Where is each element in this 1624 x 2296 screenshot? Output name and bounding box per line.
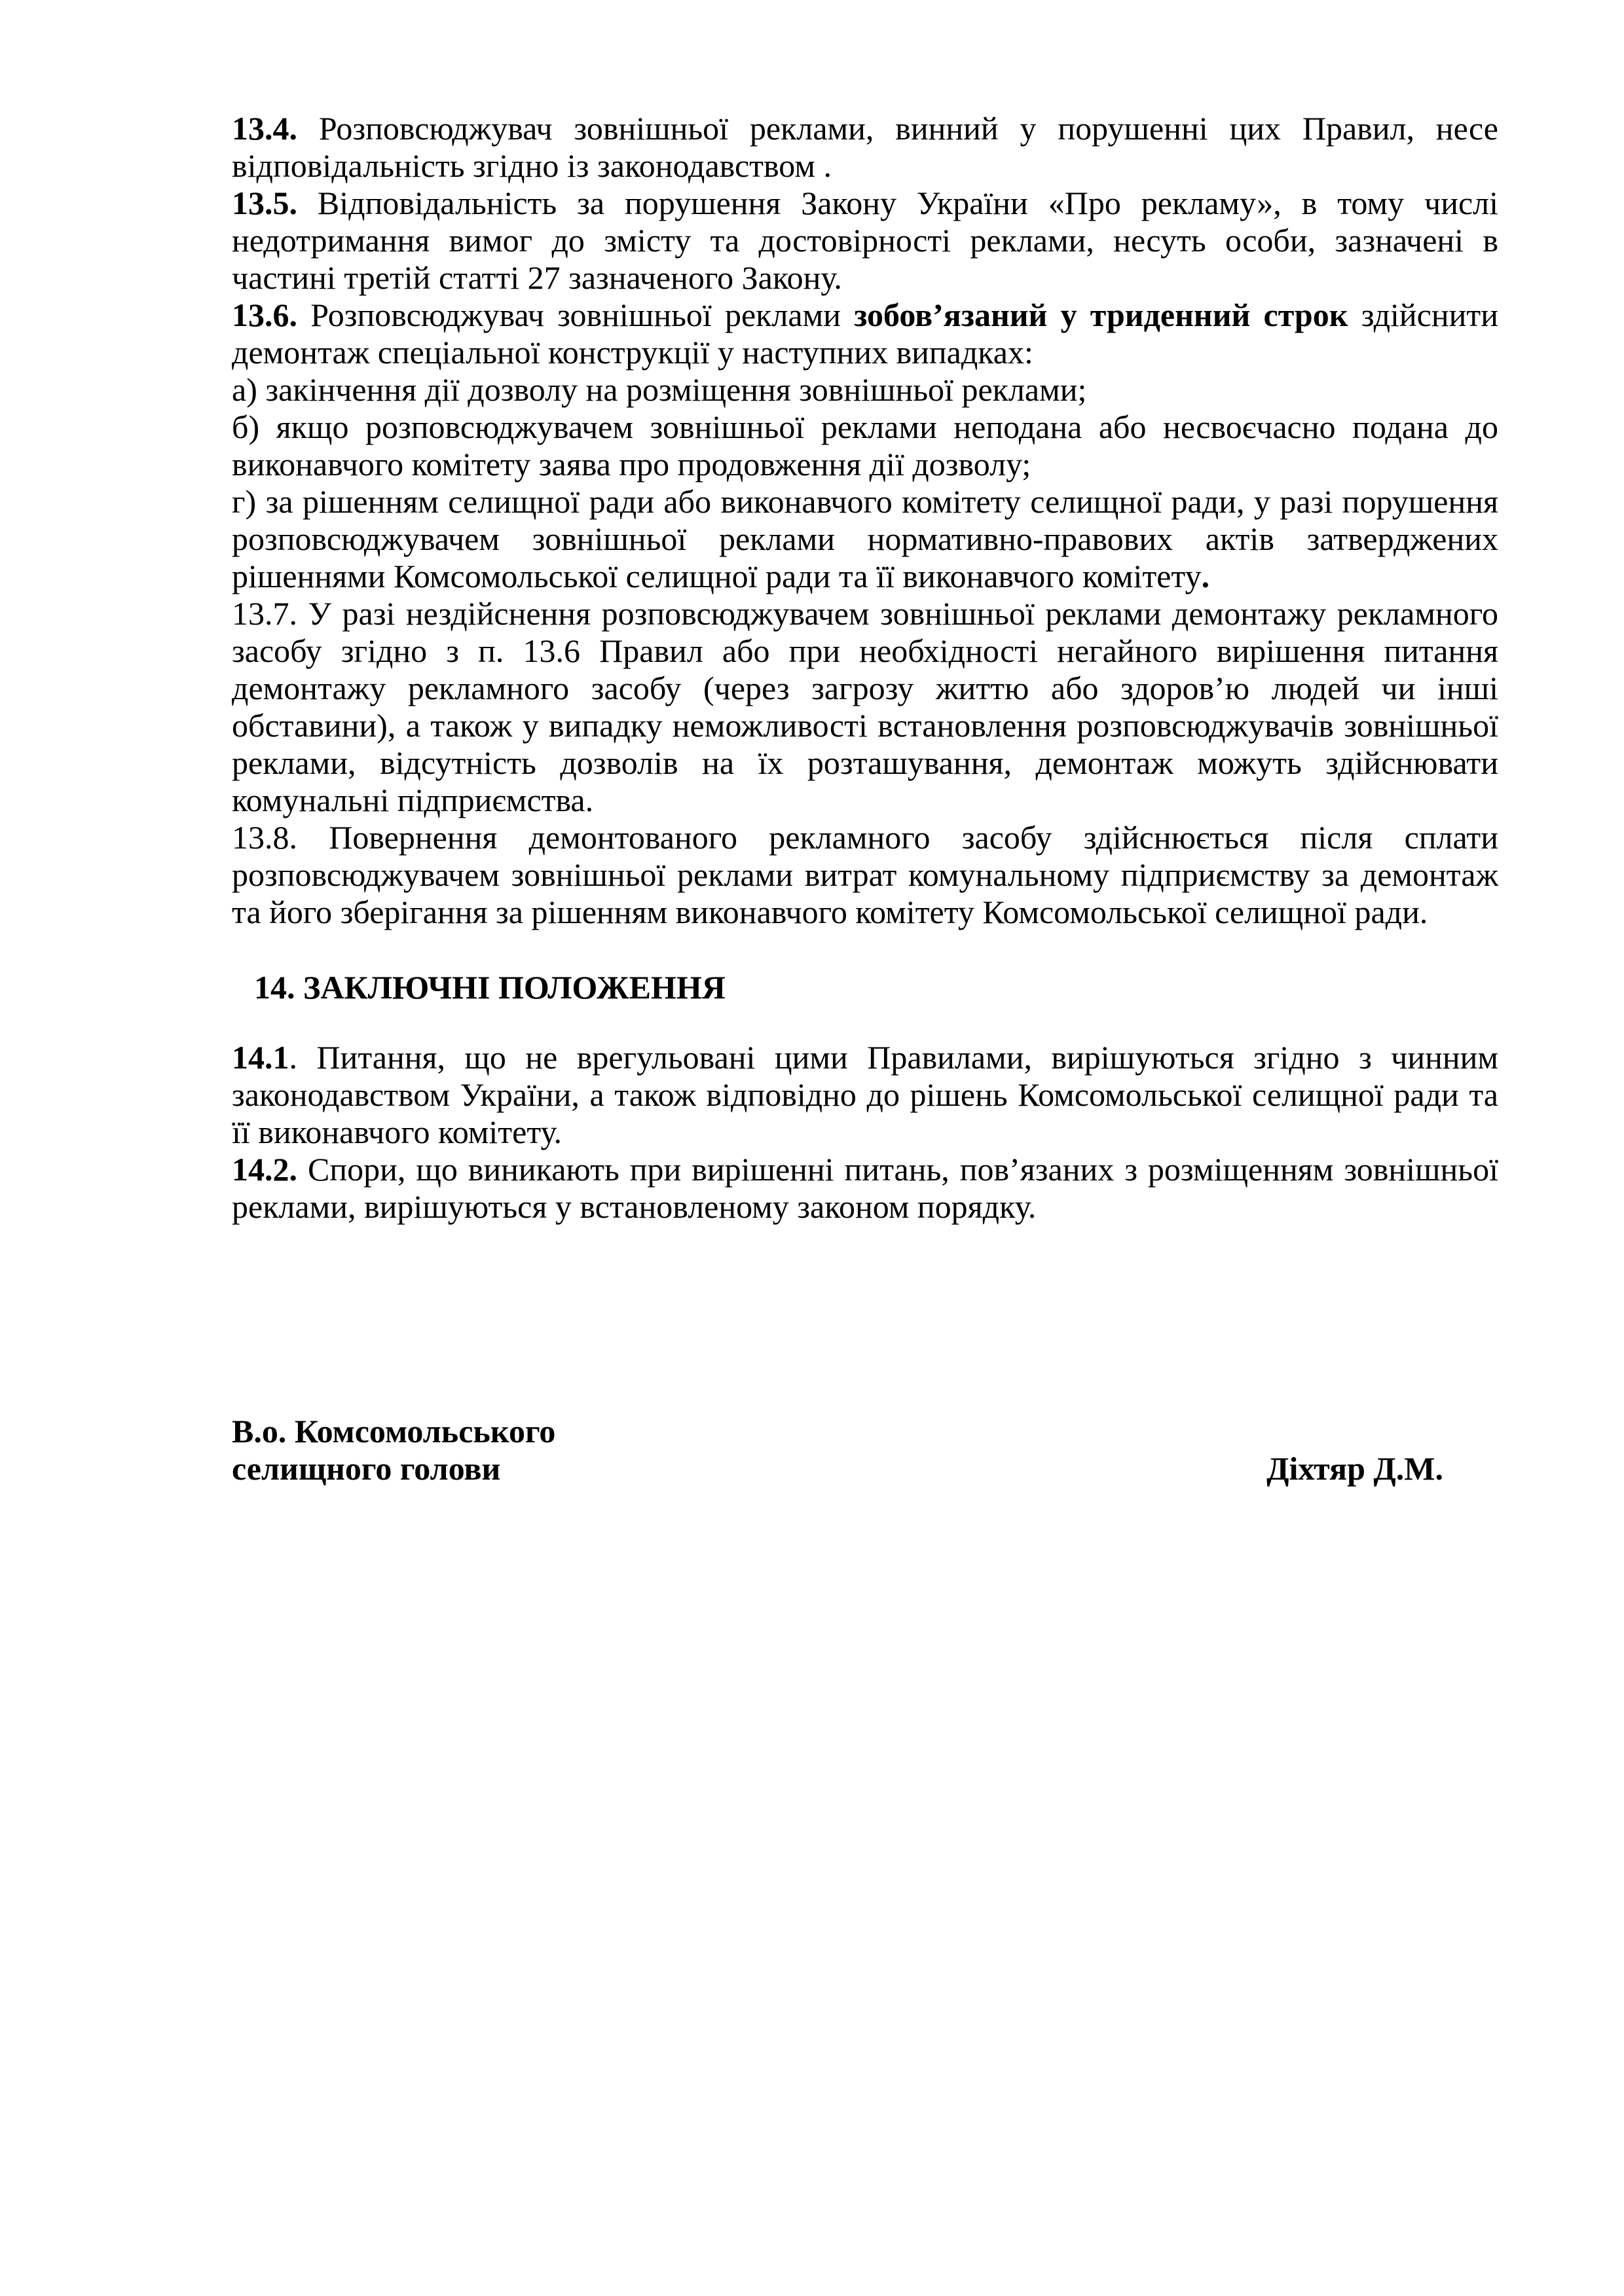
document-body — [232, 110, 1498, 1226]
paragraph-text: Розповсюджувач зовнішньої реклами, винний у порушенні цих Правил, несе відповідальність згідно із законодавством . — [232, 110, 1498, 184]
paragraph-14-1 — [232, 1039, 1498, 1151]
paragraph-text: Розповсюджувач зовнішньої реклами — [297, 297, 855, 333]
paragraph-13-7: 13.7. У разі нездійснення розповсюджувачем зовнішньої реклами демонтажу рекламного засобу згідно з п. 13.6 Правил або при необхідності негайного вирішення питання демонтажу рекламного засобу (через загрозу життю або здоров’ю людей чи інші обставини), а також у випадку неможливості встановлення розповсюджувачів зовнішньої реклами, відсутність дозволів на їх розташування, демонтаж можуть здійснювати комунальні підприємства. — [232, 595, 1498, 818]
signature-row — [232, 1450, 1443, 1487]
paragraph-number: 14.1 — [232, 1039, 289, 1076]
signatory-title-line-1: В.о. Комсомольського — [232, 1413, 556, 1449]
paragraph-text: г) за рішенням селищної ради або виконавчого комітету селищної ради, у разі порушення розповсюджувачем зовнішньої реклами нормативно-правових актів затверджених рішеннями Комсомольської селищної ради та її виконавчого комітету — [232, 483, 1498, 594]
paragraph-13-8: 13.8. Повернення демонтованого рекламного засобу здійснюється після сплати розповсюджувачем зовнішньої реклами витрат комунальному підприємству за демонтаж та його зберігання за рішенням виконавчого комітету Комсомольської селищної ради. — [232, 819, 1498, 930]
paragraph-number: 13.4. — [232, 110, 297, 147]
paragraph-13-6 — [232, 297, 1498, 371]
paragraph-number: 13.6. — [232, 297, 297, 333]
paragraph-13-4 — [232, 110, 1498, 185]
paragraph-text: здійснити демонтаж спеціальної конструкції у наступних випадках: — [232, 297, 1498, 371]
list-item-a: а) закінчення дії дозволу на розміщення зовнішньої реклами; — [232, 371, 1087, 408]
list-item-g — [232, 483, 1498, 595]
list-item-b: б) якщо розповсюджувачем зовнішньої реклами неподана або несвоєчасно подана до виконавчого комітету заява про продовження дії дозволу; — [232, 409, 1498, 483]
paragraph-number: 13.5. — [232, 185, 297, 221]
section-heading: 14. ЗАКЛЮЧНІ ПОЛОЖЕННЯ — [254, 969, 726, 1006]
emphasis-text: зобов’язаний у триденний строк — [854, 297, 1348, 333]
paragraph-14-2 — [232, 1151, 1498, 1226]
paragraph-text: . Питання, що не врегульовані цими Правилами, вирішуються згідно з чинним законодавством України, а також відповідно до рішень Комсомольської селищної ради та її виконавчого комітету. — [232, 1039, 1498, 1150]
paragraph-number: 14.2. — [232, 1151, 297, 1188]
signature-block — [232, 1413, 1443, 1487]
bold-period: . — [1201, 558, 1210, 594]
paragraph-text: Відповідальність за порушення Закону України «Про рекламу», в тому числі недотримання вимог до змісту та достовірності реклами, несуть особи, зазначені в частині третій статті 27 зазначеного Закону. — [232, 185, 1498, 296]
signatory-name: Діхтяр Д.М. — [1266, 1450, 1443, 1487]
signatory-title-line-2: селищного голови — [232, 1450, 501, 1487]
paragraph-13-5 — [232, 185, 1498, 297]
paragraph-text: Спори, що виникають при вирішенні питань, пов’язаних з розміщенням зовнішньої реклами, вирішуються у встановленому законом порядку. — [232, 1151, 1498, 1225]
